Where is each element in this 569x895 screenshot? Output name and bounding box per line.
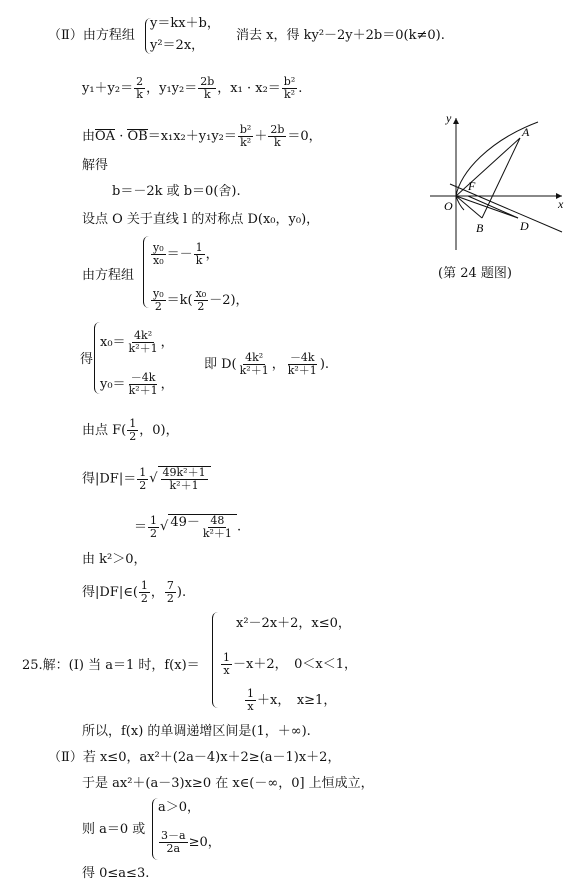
vieta-line: y₁＋y₂＝ $\frac{2}{k}$ ，y₁y₂＝ $\frac{2b}{k}$ ，x₁ · x₂＝ $\frac{\text{b²}}{\text{k²}}$ . bbox=[82, 75, 303, 101]
y-axis-arrow bbox=[453, 118, 459, 124]
line-l bbox=[450, 184, 562, 232]
piecewise-3: $\frac{1}{x}$ ＋x， x≥1， bbox=[247, 687, 337, 713]
system2-eq1: $\frac{\text{y₀}}{\text{x₀}}$ ＝－ $\frac{1}{k}$ ， bbox=[153, 241, 219, 267]
label-o: O bbox=[444, 199, 453, 213]
df-range: 得|DF|∈( $\frac{1}{2}$ ， $\frac{7}{2}$ ). bbox=[82, 579, 187, 605]
segment-od bbox=[456, 196, 518, 218]
condition-2: $\frac{3-a}{2a}$ ≥0， bbox=[161, 829, 221, 855]
label-a: A bbox=[522, 125, 530, 139]
segment-oa bbox=[456, 138, 520, 196]
eliminate-text: 消去 x，得 ky²－2y＋2b＝0(k≠0). bbox=[236, 28, 445, 43]
monotonic-interval: 所以，f(x) 的单调递增区间是(1，＋∞). bbox=[82, 724, 311, 739]
segment-fd bbox=[468, 196, 518, 218]
segment-ob bbox=[456, 196, 482, 218]
piecewise-brace bbox=[212, 612, 220, 708]
label-f: F bbox=[468, 179, 476, 193]
piecewise-1: x²－2x＋2，x≤0， bbox=[236, 616, 351, 631]
system2-eq2: $\frac{\text{y₀}}{2}$ ＝k( $\frac{\text{x₀}}{2}$ －2)， bbox=[153, 287, 249, 313]
system3-y: y₀＝ $\frac{-4k}{\text{k²＋1}}$ ， bbox=[100, 371, 174, 397]
final-answer: 得 0≤a≤3. bbox=[82, 866, 150, 881]
figure-24 bbox=[420, 110, 569, 260]
system-brace-2 bbox=[143, 236, 150, 308]
d-point-result: 即 D( $\frac{\text{4k²}}{\text{k²＋1}}$ ， $\frac{-4k}{\text{k²＋1}}$ ). bbox=[204, 351, 330, 377]
label-d: D bbox=[520, 219, 529, 233]
system2-label: 由方程组 bbox=[82, 268, 135, 283]
f-point: 由点 F( $\frac{1}{2}$ ，0)， bbox=[82, 417, 179, 443]
part2b-condition: （Ⅱ）若 x≤0，ax²＋(2a－4)x＋2≥(a－1)x＋2， bbox=[48, 750, 341, 765]
then-label: 则 a＝0 或 bbox=[82, 822, 146, 837]
system1-eq1: y＝kx＋b， bbox=[150, 16, 220, 31]
system1-eq2: y²＝2x， bbox=[150, 38, 205, 53]
df-line-2: ＝ $\frac{1}{2}$ √ 49－ $\frac{48}{\text{k²＋1}}$ . bbox=[134, 513, 242, 540]
symmetric-point: 设点 O 关于直线 l 的对称点 D(x₀，y₀)， bbox=[82, 212, 320, 227]
k-positive: 由 k²＞0， bbox=[82, 552, 147, 567]
condition-1: a＞0， bbox=[158, 800, 201, 815]
df-line-1: 得|DF|＝ $\frac{1}{2}$ √ $\frac{\text{49k²＋1}}{\text{k²＋1}}$ bbox=[82, 466, 211, 492]
dot-product-line: 由OA · OB＝x₁x₂＋y₁y₂＝ $\frac{\text{b²}}{\text{k²}}$ ＋ $\frac{2b}{k}$ ＝0， bbox=[82, 123, 322, 149]
label-b: B bbox=[476, 221, 484, 235]
label-y: y bbox=[446, 111, 452, 125]
vector-oa: OA bbox=[95, 129, 116, 144]
vector-ob: OB bbox=[127, 129, 148, 144]
solve-label: 解得 bbox=[82, 158, 109, 173]
always-holds: 于是 ax²＋(a－3)x≥0 在 x∈(－∞，0] 上恒成立， bbox=[82, 776, 374, 791]
q25-header: 25.解：(Ⅰ) 当 a＝1 时，f(x)＝ bbox=[22, 658, 200, 673]
part2-label: （Ⅱ）由方程组 bbox=[48, 28, 135, 43]
b-result: b＝－2k 或 b＝0(舍). bbox=[112, 184, 241, 199]
system3-x: x₀＝ $\frac{\text{4k²}}{\text{k²＋1}}$ ， bbox=[100, 329, 174, 355]
figure-caption: (第 24 题图) bbox=[438, 266, 512, 281]
piecewise-2: $\frac{1}{x}$ －x＋2， 0＜x＜1， bbox=[223, 651, 357, 677]
label-x: x bbox=[558, 197, 564, 211]
get-label: 得 bbox=[80, 352, 94, 367]
